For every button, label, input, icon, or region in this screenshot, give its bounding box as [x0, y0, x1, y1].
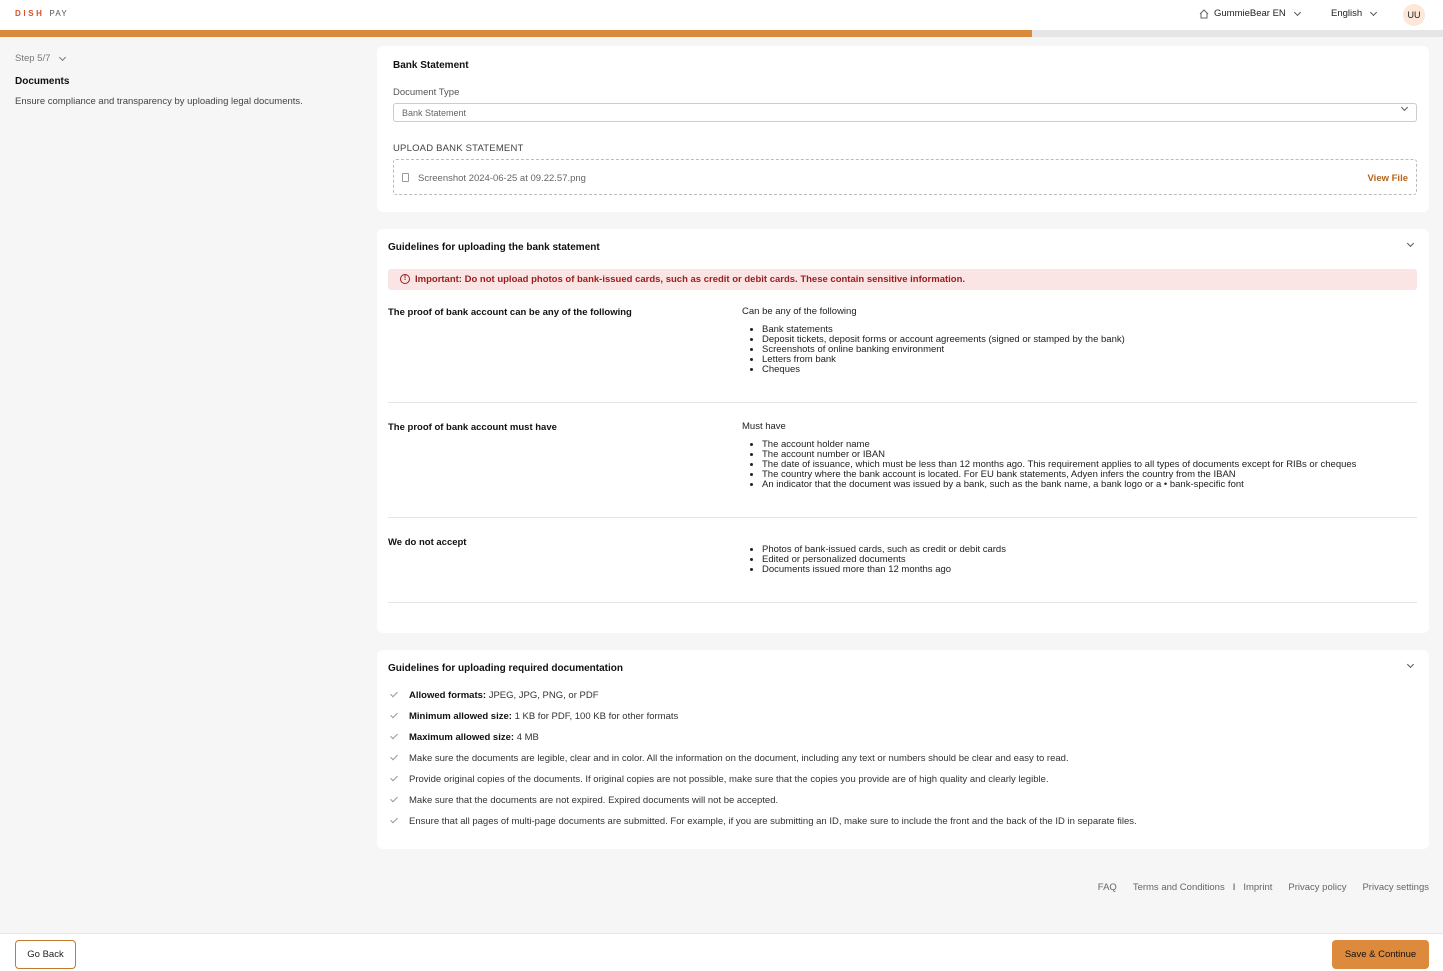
list-item: • Cheques [762, 365, 1125, 375]
go-back-button[interactable]: Go Back [15, 940, 76, 969]
requirement-item: Provide original copies of the documents. If original copies are not possible, make sure that the copies you provide are of high quality and clearly legible. [390, 774, 1137, 795]
requirement-item: Make sure the documents are legible, clear and in color. All the information on the document, including any text or numbers should be clear and easy to read. [390, 753, 1137, 774]
guideline-heading: Must have [742, 421, 786, 432]
warning-icon: ! [400, 274, 410, 284]
bank-guidelines-card [377, 229, 1429, 633]
guideline-row [388, 537, 1417, 603]
step-selector[interactable] [15, 53, 65, 64]
footer-links [1098, 882, 1429, 893]
warning-alert [388, 269, 1417, 290]
guideline-row [388, 307, 1417, 403]
chevron-down-icon[interactable] [1407, 240, 1414, 247]
list-item: • Screenshots of online banking environment [762, 345, 1125, 355]
store-selector[interactable] [1199, 8, 1300, 19]
save-continue-button[interactable]: Save & Continue [1332, 940, 1429, 969]
document-type-select[interactable] [393, 103, 1417, 122]
file-icon [402, 173, 409, 182]
section-description: Ensure compliance and transparency by uploading legal documents. [15, 96, 303, 107]
list-item: • The account holder name [762, 440, 1356, 450]
guideline-heading: Can be any of the following [742, 306, 857, 317]
accordion-title[interactable]: Guidelines for uploading the bank statement [388, 242, 600, 253]
guideline-label: The proof of bank account must have [388, 422, 557, 433]
check-icon [390, 753, 398, 761]
home-icon [1199, 9, 1209, 19]
imprint-link[interactable]: Imprint [1243, 882, 1273, 893]
check-icon [390, 690, 398, 698]
upload-dropzone[interactable] [393, 159, 1417, 195]
list-item: • Photos of bank-issued cards, such as credit or debit cards [762, 545, 1006, 555]
language-label: English [1331, 8, 1363, 19]
footer-separator: I [1232, 882, 1236, 893]
privacy-settings-link[interactable]: Privacy settings [1362, 882, 1429, 893]
chevron-down-icon[interactable] [1407, 661, 1414, 668]
list-item: • Bank statements [762, 325, 1125, 335]
card-title: Bank Statement [393, 60, 469, 71]
upload-label: UPLOAD BANK STATEMENT [393, 143, 524, 154]
store-name: GummieBear EN [1214, 8, 1286, 19]
faq-link[interactable]: FAQ [1097, 882, 1117, 893]
guideline-label: We do not accept [388, 537, 467, 548]
progress-bar [0, 30, 1443, 37]
terms-link[interactable]: Terms and Conditions [1132, 882, 1225, 893]
document-type-value: Bank Statement [402, 108, 467, 118]
language-selector[interactable] [1331, 8, 1376, 19]
check-icon [390, 816, 398, 824]
requirement-item: Maximum allowed size: 4 MB [390, 732, 1137, 753]
requirements-list [390, 690, 1137, 837]
check-icon [390, 711, 398, 719]
check-icon [390, 732, 398, 740]
document-type-label: Document Type [393, 87, 460, 98]
list-item: • The country where the bank account is located. For EU bank statements, Adyen infers the country from the IBAN [762, 470, 1356, 480]
check-icon [390, 795, 398, 803]
requirement-item: Make sure that the documents are not expired. Expired documents will not be accepted. [390, 795, 1137, 816]
list-item: • Deposit tickets, deposit forms or account agreements (signed or stamped by the bank) [762, 335, 1125, 345]
list-item: • Edited or personalized documents [762, 555, 1006, 565]
logo-brand: DISH [15, 9, 45, 18]
chevron-down-icon [1370, 8, 1377, 15]
alert-text: Important: Do not upload photos of bank-issued cards, such as credit or debit cards. These contain sensitive information. [415, 274, 966, 285]
chevron-down-icon [1401, 104, 1408, 111]
chevron-down-icon [59, 53, 66, 60]
documentation-guidelines-card [377, 650, 1429, 849]
avatar[interactable]: UU [1403, 4, 1425, 26]
dish-pay-logo[interactable] [15, 9, 68, 18]
top-bar [0, 0, 1443, 30]
section-title: Documents [15, 76, 70, 87]
uploaded-file-name: Screenshot 2024-06-25 at 09.22.57.png [418, 173, 586, 184]
list-item: • The account number or IBAN [762, 450, 1356, 460]
requirement-item: Ensure that all pages of multi-page documents are submitted. For example, if you are submitting an ID, make sure to include the front and the back of the ID in separate files. [390, 816, 1137, 837]
logo-suffix: PAY [49, 9, 69, 18]
list-item: • Letters from bank [762, 355, 1125, 365]
check-icon [390, 774, 398, 782]
guideline-list [762, 325, 1125, 375]
guideline-label: The proof of bank account can be any of the following [388, 307, 632, 318]
requirement-item: Minimum allowed size: 1 KB for PDF, 100 KB for other formats [390, 711, 1137, 732]
list-item: • An indicator that the document was issued by a bank, such as the bank name, a bank logo or a • bank-specific font [762, 480, 1356, 490]
bank-statement-card [377, 46, 1429, 212]
requirement-item: Allowed formats: JPEG, JPG, PNG, or PDF [390, 690, 1137, 711]
privacy-policy-link[interactable]: Privacy policy [1288, 882, 1347, 893]
list-item: • Documents issued more than 12 months ago [762, 565, 1006, 575]
step-label: Step 5/7 [15, 53, 51, 64]
progress-fill [0, 30, 1032, 37]
guideline-row [388, 422, 1417, 518]
accordion-title[interactable]: Guidelines for uploading required documentation [388, 663, 624, 674]
view-file-link[interactable]: View File [1367, 173, 1408, 184]
guideline-list [762, 545, 1006, 575]
bottom-action-bar [0, 933, 1443, 971]
guideline-list [762, 440, 1356, 490]
list-item: • The date of issuance, which must be less than 12 months ago. This requirement applies to all types of documents except for RIBs or cheques [762, 460, 1356, 470]
chevron-down-icon [1294, 8, 1301, 15]
